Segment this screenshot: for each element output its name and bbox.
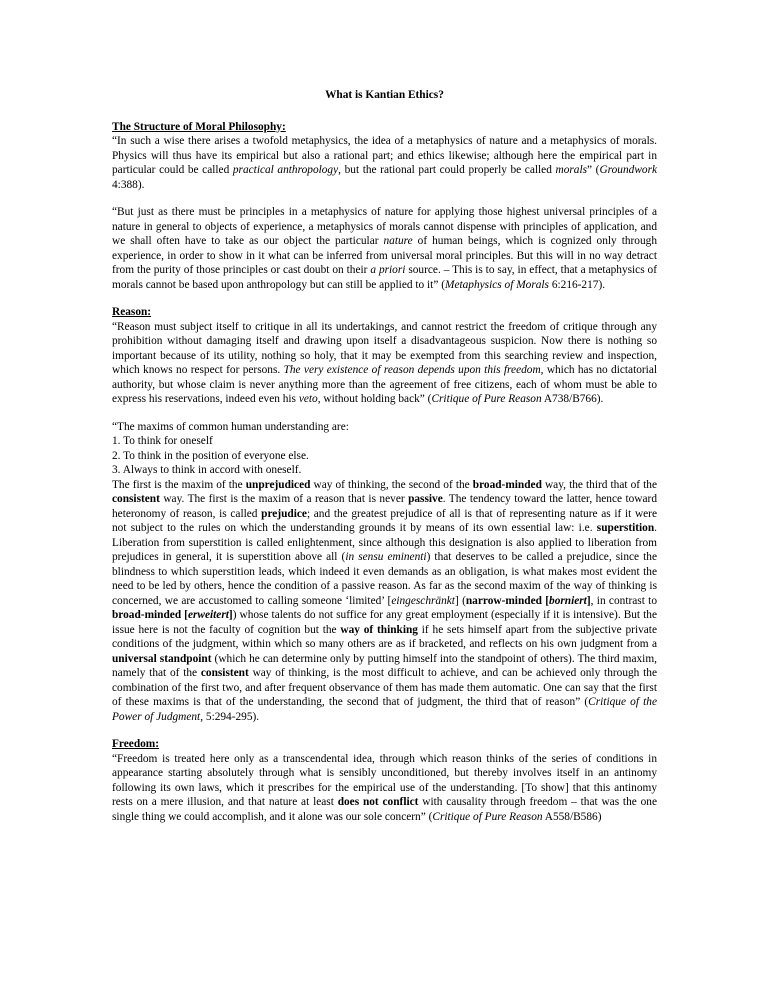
text-run: A558/B586) xyxy=(542,810,602,823)
section-heading: Reason: xyxy=(112,306,152,318)
text-run: way of thinking, the second of the xyxy=(310,478,473,491)
text-run: way. The first is the maxim of a reason that is never xyxy=(159,493,409,505)
quote-paragraph xyxy=(112,752,657,825)
text-run: “Reason must subject itself to critique in all its undertakings, and cannot restrict the freedom of critique through any prohibition without damaging itself and drawing upon itself a disadvantageous suspicion. Now there is nothing so important because of its utility, nothing so holy, that it may be exempted from this searching review and inspection, which knows no respect for persons. xyxy=(112,320,657,376)
italic-text: Metaphysics of Morals xyxy=(445,278,549,291)
italic-text: Critique of the Power of Judgment xyxy=(112,696,657,723)
text-run: “In such a wise there arises a twofold metaphysics, the idea of a metaphysics of nature and a metaphysics of morals. Physics will thus have its empirical but also a rational part; and ethics likewise; although here the empirical part in particular could be called xyxy=(112,135,657,176)
text-run: ) that deserves to be called a prejudice, since the blindness to which superstition leads, which indeed it even demands as an obligation, is what makes most evident the need to be led by others, hence the condition of a passive reason. As far as the second maxim of the way of thinking is concerned, we are accustomed to calling someone ‘limited’ [ xyxy=(112,551,657,607)
text-run: . The tendency toward the latter, hence toward heteronomy of reason, is called xyxy=(112,493,657,520)
bold-text: erweitert xyxy=(187,609,229,621)
section-heading: Freedom: xyxy=(112,738,160,750)
italic-text: nature xyxy=(383,235,413,247)
italic-text: morals xyxy=(555,164,588,176)
bold-text: ] xyxy=(228,609,233,621)
italic-text: Groundwork xyxy=(599,164,658,176)
list-item: 3. Always to think in accord with oneself. xyxy=(112,464,302,476)
text-run: “Freedom is treated here only as a transcendental idea, through which reason thinks of the series of conditions in appearance starting absolutely through what is sensibly unconditioned, but thereby involves itself in an antinomy following its own laws, which it prescribes for the empirical use of the understanding. [To show] that this antinomy rests on a mere illusion, and that nature at least xyxy=(112,752,657,808)
bold-text: consistent xyxy=(112,493,160,505)
bold-text: unprejudiced xyxy=(245,478,311,491)
text-run: source. – This is to say, in effect, that a metaphysics of morals cannot be based upon anthropology but can still be applied to it” ( xyxy=(112,264,658,291)
bold-text: prejudice xyxy=(261,507,307,520)
text-run: which has no dictatorial authority, but whose claim is never anything more than the agreement of free citizens, each of whom must be able to express his reservations, indeed even his xyxy=(112,364,658,405)
bold-text: broad-minded [ xyxy=(112,609,188,621)
text-run: way, the third that of the xyxy=(541,478,657,491)
bold-text: broad-minded xyxy=(472,478,542,491)
italic-text: practical anthropology xyxy=(232,164,339,176)
bold-text: does not conflict xyxy=(337,796,419,808)
quote-paragraph xyxy=(112,205,657,292)
text-run: The first is the maxim of the xyxy=(112,478,246,491)
italic-text: eingeschränkt xyxy=(391,594,455,607)
text-run: ) whose talents do not suffice for any great employment (especially if it is intensive). But the issue here is not the faculty of cognition but the xyxy=(112,609,657,636)
text-run: with causality through freedom – that was the one single thing we could accomplish, and it alone was our sole concern” ( xyxy=(112,796,657,823)
text-run: of human beings, which is cognized only through experience, in order to show in it what can be inferred from universal moral principles. But this will in no way detract from the purity of those principles or cast doubt on their xyxy=(112,235,657,276)
quote-paragraph xyxy=(112,320,657,407)
italic-text: The very existence of reason depends upon this freedom, xyxy=(283,364,544,376)
bold-text: ] xyxy=(586,594,591,607)
bold-text: narrow-minded [ xyxy=(465,594,550,607)
text-run: ; and the greatest prejudice of all is that of representing nature as if it were not subject to the rules on which the understanding grounds it by means of its own essential law: i.e. xyxy=(112,507,657,534)
text-run: ] ( xyxy=(454,594,466,607)
text-run: , in contrast to xyxy=(590,594,657,607)
text-run: ” ( xyxy=(587,164,600,176)
text-run: 6:216-217). xyxy=(548,278,606,291)
section-reason xyxy=(112,305,657,724)
bold-text: way of thinking xyxy=(340,623,418,636)
text-run: “But just as there must be principles in a metaphysics of nature for applying those highest universal principles of a nature in general to objects of experience, a metaphysics of morals cannot dispense with principles of application, and we shall often have to take as our object the particular xyxy=(112,206,657,247)
text-run: 4:388). xyxy=(112,178,145,191)
italic-text: Critique of Pure Reason xyxy=(432,810,543,823)
section-freedom xyxy=(112,737,657,824)
list-item: 2. To think in the position of everyone else. xyxy=(112,449,309,462)
italic-text: Critique of Pure Reason xyxy=(431,393,542,405)
italic-text: veto xyxy=(298,393,318,405)
bold-text: superstition xyxy=(596,522,655,534)
text-run: . Liberation from superstition is called enlightenment, since although this designation is also applied to liberation from prejudices in general, it is superstition above all ( xyxy=(112,522,657,563)
quote-paragraph xyxy=(112,134,657,192)
bold-text: borniert xyxy=(549,594,587,607)
bold-text: consistent xyxy=(200,667,249,679)
italic-text: in sensu eminenti xyxy=(345,551,427,563)
text-run: A738/B766). xyxy=(541,393,604,405)
maxims-body-paragraph xyxy=(112,478,657,725)
italic-text: a priori xyxy=(370,264,406,276)
maxims-intro: “The maxims of common human understanding are: xyxy=(112,420,349,433)
document-title: What is Kantian Ethics? xyxy=(325,89,444,101)
text-run: , but the rational part could properly be called xyxy=(338,164,556,176)
text-run: , 5:294-295). xyxy=(200,710,260,723)
section-structure xyxy=(112,120,657,293)
list-item: 1. To think for oneself xyxy=(112,435,213,447)
document-page xyxy=(112,88,657,837)
bold-text: passive xyxy=(408,493,443,505)
text-run: , without holding back” ( xyxy=(317,393,432,405)
section-heading: The Structure of Moral Philosophy: xyxy=(112,120,286,133)
text-run: way of thinking, is the most difficult to achieve, and can be achieved only through the combination of the first two, and after frequent observance of them has made them automatic. One can say that the first of these maxims is that of the understanding, the second that of judgment, the third that of reason” ( xyxy=(112,667,657,708)
text-run: (which he can determine only by putting himself into the standpoint of others). The third maxim, namely that of the xyxy=(112,652,657,679)
text-run: if he sets himself apart from the subjective private conditions of the judgment, within which so many others are as if bracketed, and reflects on his own judgment from a xyxy=(112,623,657,650)
bold-text: universal standpoint xyxy=(112,652,212,665)
